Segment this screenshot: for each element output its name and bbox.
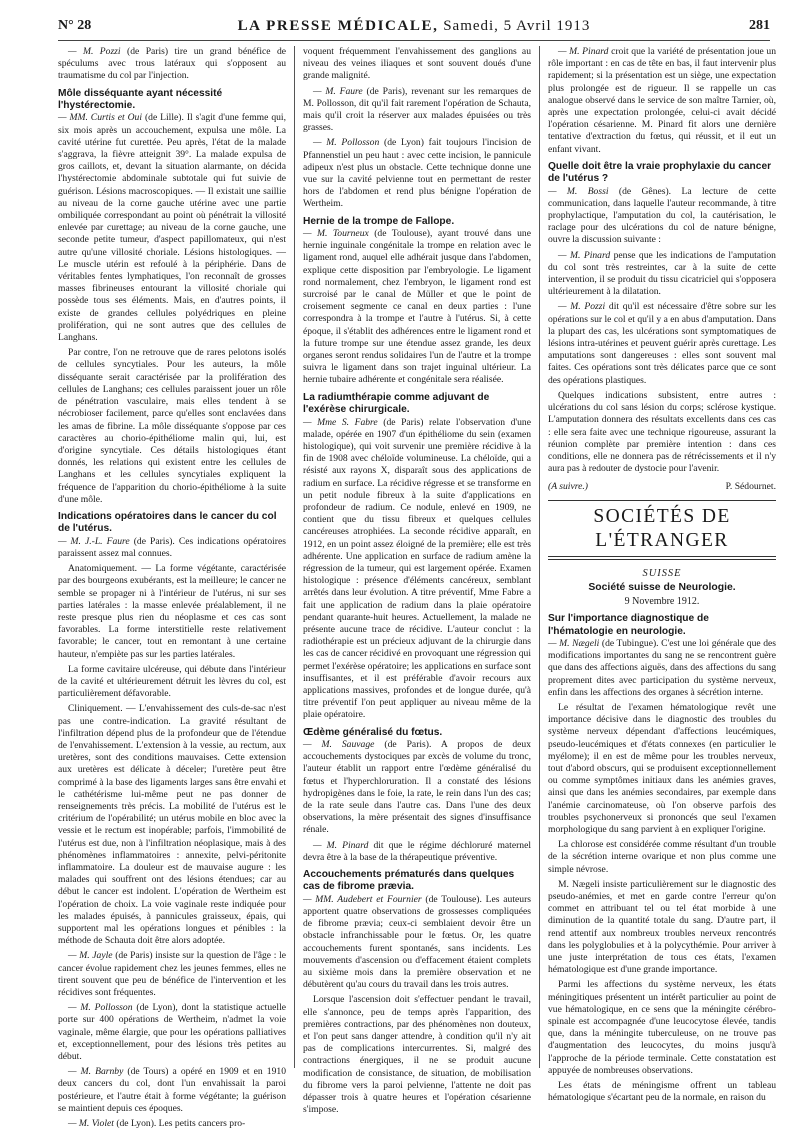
- paragraph: [303, 228, 531, 387]
- author-signature: P. Sédournet.: [725, 481, 776, 493]
- page-number: 281: [749, 18, 770, 33]
- speaker-name: — Mme S. Fabre: [303, 416, 378, 428]
- paragraph: La forme cavitaire ulcéreuse, qui débute dans l'intérieur de la cavité et ultérieurement détruit les lèvres du col, est particulièrement défavorable.: [58, 663, 286, 700]
- paragraph-text: (de Paris) tire un grand bénéfice de spéculums avec trous latéraux qui s'opposent au traumatisme du col par l'injection.: [58, 46, 286, 82]
- paragraph: Parmi les affections du système nerveux, les états méningitiques présentent un intérêt particulier au point de vue hématologique, en ce sens que la méningite cérébro-spinale est accompagnée d'une leucocytose élevée, tandis que, dans la méningite tuberculeuse, on ne trouve pas d'augmentation des leucocytes, du moins jusqu'à l'approche de la période terminale. Cette constatation est appuyée de nombreuses observations.: [548, 979, 776, 1076]
- article-heading: Indications opératoires dans le cancer du col de l'utérus.: [58, 510, 277, 535]
- column-divider: [539, 46, 540, 1068]
- paragraph-text: (de Gênes). La lecture de cette communication, dans laquelle l'auteur recommande, à titre prophylactique, l'amputation du col, la cautérisation, le raclage pour des ulcérations du col de nature bénigne, ouvre la discussion suivante :: [548, 185, 776, 246]
- column-1: [58, 46, 286, 1133]
- speaker-name: — M. Barnby: [68, 1066, 124, 1078]
- paragraph: [58, 950, 286, 999]
- paragraph: Par contre, l'on ne retrouve que de rares pelotons isolés de cellules syncytiales. Pour les auteurs, la môle disséquante serait caractérisée par la prolifération des cellules de Langhans; ces cellules paraissent jouer un rôle de pénétration vasculaire, mais elles tendent à se nécrobioser facilement, parce qu'elles sont enclavées dans les amas de fibrine. La môle disséquante s'oppose par ces caractères au chorio-épithéliome malin qui, lui, est d'origine syncytiale. Ces détails histologiques étant donnés, les relations qui existent entre les cellules de Langhans et les cellules syncytiales expliquent la fréquence de l'apparition du chorio-épithéliome à la suite d'une môle.: [58, 347, 286, 505]
- paragraph: [58, 1118, 286, 1130]
- column-3: [548, 46, 776, 1107]
- speaker-name: — M. Pinard: [558, 46, 609, 57]
- paragraph: voquent fréquemment l'envahissement des ganglions au niveau des veines iliaques et sont souvent doués d'une grande malignité.: [303, 46, 531, 82]
- speaker-name: — M. Pinard: [313, 839, 369, 851]
- paragraph-text: (de Paris). Ces indications opératoires paraissent assez mal connues.: [58, 535, 286, 559]
- speaker-name: — MM. Audebert et Fournier: [303, 893, 422, 905]
- paragraph-text: (de Paris) relate l'observation d'une malade, opérée en 1907 d'un épithéliome du sein (examen histologique), qui voit survenir une première récidive à la fin de 1908 avec chéloïde volumineuse. La chéloïde, qui a résisté aux rayons X, disparaît sous des applications de radium en surface. La récidive régresse et se transforme en un petit nodule fibreux à la suite d'applications en profondeur de radium. Ce nodule, enlevé en 1909, ne contient que du tissu fibreux et quelques cellules cancéreuses atrophiées. La seconde récidive apparaît, en 1912, en un point assez éloigné de la première; elle est très adhérente. Une application en surface de radium amène la régression de la tumeur, qui est largement opérée. Examen histologique : présence d'éléments cancéreux, semblant arrêtés dans leur évolution. A titre préventif, Mme Fabre a fait une application de radium dans la plaie opératoire pendant quarante-huit heures. Actuellement, la malade ne présente aucune trace de récidive. L'auteur conclut : la radiothérapie est un précieux adjuvant de la chirurgie dans les cas de cancer récidivé en provoquant une régression qui permet l'exérèse opératoire; les applications en surface sont insuffisantes, et il est préférable d'avoir recours aux applications massives, profondes et de longue durée, qu'à titre préventif l'on peut appliquer au niveau même de la plaie opératoire.: [303, 416, 531, 721]
- speaker-name: — MM. Curtis et Oui: [58, 112, 143, 124]
- column-2: [303, 46, 531, 1119]
- article-heading: Accouchements prématurés dans quelques cas de fibrome prævia.: [303, 869, 515, 893]
- paragraph-text: (de Lyon). Les petits cancers pro-: [113, 1118, 246, 1130]
- paragraph-text: (de Toulouse), ayant trouvé dans une hernie inguinale congénitale la trompe en relation avec le ligament rond, auquel elle adhérait jusque dans l'abdomen, explique cette disposition par l'embryologie. Le ligament rond normalement, chez l'embryon, le ligament rond est surcroisé par le canal de Müller et que le point de croisement segmente ce canal en deux parties : l'une correspondra à la trompe et l'autre à l'utérus. Si, à cette époque, il s'établit des adhérences entre le ligament rond et la future trompe sur une étendue assez grande, les deux organes seront rendus solidaires l'un de l'autre et la trompe suivra le ligament dans son trajet inguinal ultérieur. La hernie tubaire adhérente et congénitale sera réalisée.: [303, 228, 531, 386]
- paragraph: Quelques indications subsistent, entre autres : ulcérations du col sans lésion du corps; sclérose kystique. L'amputation donnera des résultats excellents dans ces cas : elle sera faite avec une technique rigoureuse, assurant la réunion complète par première intention : dans ces conditions, elle ne donnera pas de rétrécissements et il n'y aura pas à redouter de dystocie pour l'avenir.: [548, 389, 776, 475]
- page-header: [58, 16, 770, 41]
- paragraph: [303, 417, 531, 722]
- paragraph: [58, 46, 286, 83]
- paragraph-text: dit que le régime déchloruré maternel devra être à la base de la thérapeutique préventive.: [303, 839, 531, 863]
- country-heading: SUISSE: [642, 567, 682, 579]
- paragraph: [303, 739, 531, 837]
- paragraph: [548, 638, 776, 699]
- paragraph-text: (de Lyon), dont la statistique actuelle porte sur 400 opérations de Wertheim, n'admet la voie vaginale, même élargie, que pour les opérations palliatives et, exceptionnellement, pour des lésions très petites au début.: [58, 1002, 286, 1063]
- column-divider: [294, 46, 295, 1068]
- paragraph-text: (de Toulouse). Les auteurs apportent quatre observations de grossesses compliquées de fibrome prævia; ceux-ci semblaient devoir être un obstacle infranchissable pour le fœtus. Or, les quatre accouchements furent spontanés, sans incidents. Les mouvements d'ascension ou d'effacement étaient complets au sixième mois dans la première observation et ne débutèrent qu'au cours du travail dans les trois autres.: [303, 893, 531, 991]
- article-heading: Œdème généralisé du fœtus.: [303, 726, 443, 738]
- paragraph-text: dit qu'il est nécessaire d'être sobre sur les opérations sur le col et qu'il y a en abus d'amputation. Dans la plupart des cas, les ulcérations sont symptomatiques de lésions intra-utérines et peuvent guérir après curettage. Les amputations sont dangereuses : elles sont souvent mal faites. Ces opérations sont très délicates parce que ce sont des opérations plastiques.: [548, 301, 776, 386]
- paragraph: [58, 536, 286, 560]
- paragraph: [303, 894, 531, 992]
- paragraph: [548, 46, 776, 156]
- journal-title: LA PRESSE MÉDICALE,: [237, 18, 439, 34]
- section-rule: [548, 556, 776, 560]
- paragraph-text: (de Paris) insiste sur la question de l'âge : le cancer évolue rapidement chez les jeunes femmes, elles ne tirent souvent que peu de bénéfice de l'intervention et les récidives sont fréquentes.: [58, 950, 286, 999]
- paragraph: La chlorose est considérée comme résultant d'un trouble de la sécrétion interne ovarique et non plus comme une simple névrose.: [548, 839, 776, 875]
- paragraph: [303, 86, 531, 135]
- paragraph-text: (de Lille). Il s'agit d'une femme qui, six mois après un accouchement, expulsa une môle. La cavité utérine fut curettée. Peu après, l'état de la malade s'aggrava, la fièvre atteignit 39°. La malade expulsa de gros caillots, et, devant la situation alarmante, on décida l'hystérectomie abdominale subtotale qui fut suivie de guérison. Lésions macroscopiques. — Il existait une saillie au niveau de la corne gauche utérine avec une partie ombiliquée correspondant au point où pénétrait la villosité enlevée par curettage; au niveau de la corne gauche, une seconde petite tumeur, d'aspect papillomateux, qui n'est autre qu'une villosité choriale. Lésions histologiques. — Le muscle utérin est refoulé à la périphérie. Dans de véritables fentes lymphatiques, l'on reconnaît de grosses masses fibrineuses entourant la villosité choriale qui possède tous ses éléments. Mais, en d'autres points, il existe de grandes cellules polyédriques en pleine prolifération, qui ne sont autres que des cellules de Langhans.: [58, 112, 286, 344]
- paragraph-text: (de Tubingue). C'est une loi générale que des modifications importantes du sang ne se rencontrent guère que dans des affections aiguës, dans des affections du sang proprement dites avec participation du système nerveux, enfin dans les affections des organes à sécrétion interne.: [548, 637, 777, 698]
- issue-number: N° 28: [58, 18, 92, 33]
- paragraph: M. Nægeli insiste particulièrement sur le diagnostic des pseudo-anémies, et met en garde contre l'erreur qu'on commet en attribuant tel ou tel état morbide à une diminution de la quantité totale du sang. D'autre part, il rend attentif aux nombreux troubles nerveux rencontrés dans les polyglobulies et à la polycythémie. Pour arriver à une juste interprétation de tous ces états, l'examen hématologique est d'une grande importance.: [548, 878, 776, 976]
- paragraph-text: croit que la variété de présentation joue un rôle important : en cas de tête en bas, il faut intervenir plus rapidement; si la présentation est un siège, une expectation plus prolongée est de rigueur. Il se rappelle un cas analogue observé dans le service de son maître Tarnier, où, après une expectation prolongée, celui-ci avait décidé l'opération césarienne. M. Pinard fit alors une dernière tentative d'extraction du fœtus, qui réussit, et il eut un enfant vivant.: [548, 46, 776, 155]
- session-date: 9 Novembre 1912.: [624, 595, 700, 607]
- speaker-name: — M. Violet: [68, 1118, 114, 1130]
- paragraph-text: (de Lyon) fait toujours l'incision de Pfannenstiel un peu haut : avec cette incision, le pannicule adipeux n'est plus un obstacle. Cette technique donne une vue sur la cavité pelvienne tout en permettant de rester hors de l'abdomen et rend plus bénigne l'opération de Wertheim.: [303, 137, 531, 210]
- paragraph-text: (de Paris), revenant sur les remarques de M. Pollosson, dit qu'il fait rarement l'opération de Schauta, mais qu'il croit la réserver aux malades épuisées ou très grasses.: [303, 85, 531, 134]
- paragraph: [548, 250, 776, 299]
- article-heading: Quelle doit être la vraie prophylaxie du cancer de l'utérus ?: [548, 160, 772, 185]
- issue-date: Samedi, 5 Avril 1913: [443, 18, 591, 34]
- paragraph: Anatomiquement. — La forme végétante, caractérisée par des bourgeons exubérants, est la meilleure; le cancer ne semble se propager ni à l'intérieur de l'utérus, ni sur ses parties latérales : la masse enlevée préalablement, il ne reste presque plus rien du néoplasme et ces cas sont favorables. La forme interstitielle reste relativement favorable; le cancer, tout en remontant à une certaine hauteur, n'empiète pas sur les parties latérales.: [58, 563, 286, 660]
- speaker-name: — M. Pinard: [558, 249, 611, 261]
- to-be-continued: (A suivre.): [548, 481, 588, 493]
- speaker-name: — M. Nægeli: [548, 637, 600, 649]
- article-heading: Sur l'importance diagnostique de l'hématologie en neurologie.: [548, 613, 709, 637]
- signature-row: [548, 481, 776, 493]
- paragraph: [303, 137, 531, 210]
- paragraph: [58, 1066, 286, 1115]
- paragraph-text: pense que les indications de l'amputation du col sont très restreintes, car à la suite de cette intervention, il se produit du tissu cicatriciel qui s'opposera ultérieurement à la dilatation.: [548, 249, 776, 298]
- speaker-name: — M. J.-L. Faure: [58, 535, 130, 547]
- speaker-name: — M. Pozzi: [558, 301, 606, 313]
- paragraph: Cliniquement. — L'envahissement des culs-de-sac n'est pas une contre-indication. La gravité résultant de l'infiltration dépend plus de la profondeur que de l'étendue de l'envahissement. L'extension à la vessie, au rectum, aux uretères, sont des conditions mauvaises. Cette extension aux uretères est délicate à déceler; l'uretère peut être comprimé à la base des ligaments larges sans être envahi et le cathétérisme lui-même peut ne pas donner de renseignements très précis. La mobilité de l'utérus est le critérium de l'opérabilité; un utérus mobile en bloc avec la vessie et le rectum est inopérable; parfois, l'immobilité de l'utérus est due, non à l'infiltration néoplasique, mais à des phénomènes inflammatoires : annexite, pelvi-péritonite inflammatoire. La douleur est de mauvaise augure : les malades qui souffrent ont des lésions étendues; car au début le cancer est indolent. L'opération de Wertheim est l'opération de choix. La voie vaginale reste indiquée pour les malades épuisés, à pannicules graisseux, épais, qui supportent mal les opérations longues et pénibles : la méthode de Schauta doit être alors adoptée.: [58, 703, 286, 947]
- paragraph-text: (de Tours) a opéré en 1909 et en 1910 deux cancers du col, dont l'un envahissait la paroi postérieure, et l'autre était à forme végétante; la guérison se maintient depuis ces époques.: [58, 1066, 286, 1114]
- speaker-name: — M. Bossi: [548, 185, 609, 197]
- paragraph: Lorsque l'ascension doit s'effectuer pendant le travail, elle s'annonce, peu de temps après l'apparition, des premières contractions, par des phénomènes non douteux, et l'on peut sans danger attendre, à condition qu'il n'y ait pas de complications intercurrentes. Si, malgré des contractions énergiques, il ne se produit aucune modification de consistance, de situation, de mobilisation du fibrome vers la paroi pelvienne, l'attente ne doit pas dépasser trois à quatre heures et l'opération césarienne s'impose.: [303, 994, 531, 1116]
- paragraph: Les états de méningisme offrent un tableau hématologique s'écartant peu de la normale, en raison du: [548, 1080, 776, 1104]
- section-title: SOCIÉTÉS DE L'ÉTRANGER: [593, 505, 731, 551]
- paragraph: [548, 301, 776, 386]
- speaker-name: — M. Sauvage: [303, 738, 375, 750]
- article-heading: Hernie de la trompe de Fallope.: [303, 215, 455, 227]
- paragraph: [58, 1002, 286, 1063]
- speaker-name: — M. Pollosson: [313, 137, 380, 149]
- society-heading: Société suisse de Neurologie.: [588, 581, 736, 593]
- paragraph: [303, 840, 531, 864]
- speaker-name: — M. Tourneux: [303, 228, 369, 240]
- paragraph: [548, 186, 776, 247]
- article-heading: Môle disséquante ayant nécessité l'hystérectomie.: [58, 87, 223, 112]
- journal-header: [58, 18, 770, 35]
- paragraph: [58, 112, 286, 344]
- speaker-name: — M. Faure: [313, 85, 363, 97]
- paragraph-text: (de Paris). A propos de deux accouchements dystociques par excès de volume du tronc, l'auteur établit un rapport entre l'œdème généralisé du fœtus et l'hyperchloruration. Il a constaté des lésions hydropigènes dans le foie, la rate, le rein dans l'un des cas; de la rate seule dans l'autre cas. Dans l'une des deux observations, la mère présentait des signes d'insuffisance rénale.: [303, 738, 531, 836]
- speaker-name: — M. Pollosson: [68, 1002, 133, 1014]
- section-rule: [548, 500, 776, 501]
- speaker-name: — M. Jayle: [68, 950, 113, 962]
- article-heading: La radiumthérapie comme adjuvant de l'exérèse chirurgicale.: [303, 391, 490, 416]
- paragraph: Le résultat de l'examen hématologique revêt une importance décisive dans le diagnostic des troubles du système nerveux dépendant d'affections leucémiques, pseudo-leucémiques et d'états connexes (en particulier le myélome); il en est de même pour les troubles nerveux, tout d'abord obscurs, qui se produisent exceptionnellement ou comme symptômes initiaux dans les anémies graves, ainsi que dans les anémies secondaires, par exemple dans l'anémie carcinomateuse, où l'on observe parfois des troubles psychonerveux si prononcés que seul l'examen morphologique du sang parvient à en expliquer l'origine.: [548, 701, 776, 835]
- speaker-name: — M. Pozzi: [68, 46, 121, 57]
